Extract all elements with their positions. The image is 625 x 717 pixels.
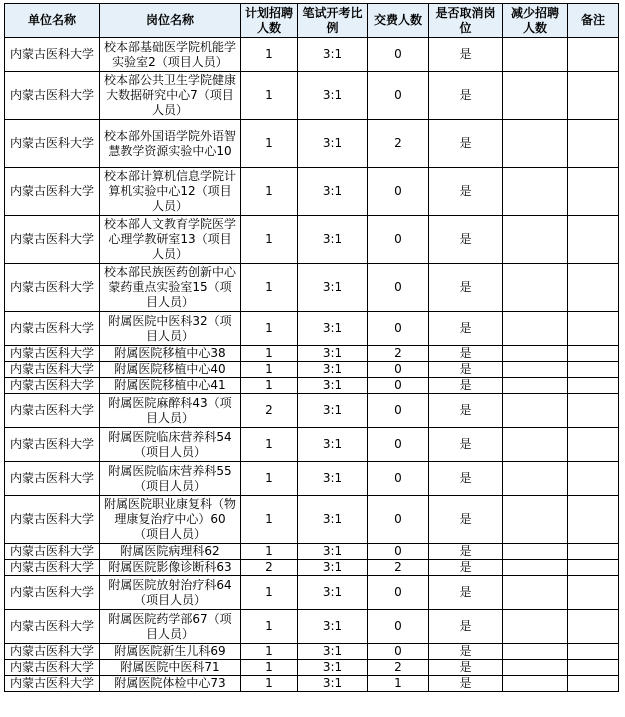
paid-count-cell: 2 bbox=[368, 660, 429, 676]
note-cell bbox=[568, 264, 619, 312]
reduce-count-cell bbox=[503, 394, 568, 428]
cancel-cell: 是 bbox=[429, 644, 503, 660]
plan-count-cell: 1 bbox=[241, 462, 298, 496]
reduce-count-cell bbox=[503, 38, 568, 72]
unit-cell: 内蒙古医科大学 bbox=[5, 312, 100, 346]
plan-count-cell: 1 bbox=[241, 346, 298, 362]
note-cell bbox=[568, 216, 619, 264]
ratio-cell: 3:1 bbox=[298, 120, 368, 168]
ratio-cell: 3:1 bbox=[298, 560, 368, 576]
cancel-cell: 是 bbox=[429, 216, 503, 264]
post-cell: 附属医院中医科71 bbox=[100, 660, 241, 676]
paid-count-cell: 0 bbox=[368, 264, 429, 312]
header-reduce: 减少招聘人数 bbox=[503, 4, 568, 38]
cancel-cell: 是 bbox=[429, 394, 503, 428]
post-cell: 校本部基础医学院机能学实验室2（项目人员） bbox=[100, 38, 241, 72]
paid-count-cell: 0 bbox=[368, 312, 429, 346]
post-cell: 校本部民族医药创新中心蒙药重点实验室15（项目人员） bbox=[100, 264, 241, 312]
note-cell bbox=[568, 378, 619, 394]
paid-count-cell: 2 bbox=[368, 346, 429, 362]
cancel-cell: 是 bbox=[429, 544, 503, 560]
table-row bbox=[5, 428, 619, 462]
post-cell: 附属医院移植中心38 bbox=[100, 346, 241, 362]
ratio-cell: 3:1 bbox=[298, 216, 368, 264]
paid-count-cell: 0 bbox=[368, 496, 429, 544]
unit-cell: 内蒙古医科大学 bbox=[5, 576, 100, 610]
plan-count-cell: 1 bbox=[241, 216, 298, 264]
post-cell: 校本部外国语学院外语智慧教学资源实验中心10 bbox=[100, 120, 241, 168]
header-cancel: 是否取消岗位 bbox=[429, 4, 503, 38]
note-cell bbox=[568, 660, 619, 676]
reduce-count-cell bbox=[503, 264, 568, 312]
reduce-count-cell bbox=[503, 168, 568, 216]
header-post: 岗位名称 bbox=[100, 4, 241, 38]
cancel-cell: 是 bbox=[429, 462, 503, 496]
unit-cell: 内蒙古医科大学 bbox=[5, 644, 100, 660]
plan-count-cell: 1 bbox=[241, 362, 298, 378]
plan-count-cell: 1 bbox=[241, 676, 298, 692]
cancel-cell: 是 bbox=[429, 38, 503, 72]
plan-count-cell: 1 bbox=[241, 428, 298, 462]
unit-cell: 内蒙古医科大学 bbox=[5, 72, 100, 120]
paid-count-cell: 0 bbox=[368, 610, 429, 644]
paid-count-cell: 0 bbox=[368, 544, 429, 560]
plan-count-cell: 1 bbox=[241, 660, 298, 676]
note-cell bbox=[568, 544, 619, 560]
ratio-cell: 3:1 bbox=[298, 462, 368, 496]
ratio-cell: 3:1 bbox=[298, 38, 368, 72]
ratio-cell: 3:1 bbox=[298, 264, 368, 312]
ratio-cell: 3:1 bbox=[298, 496, 368, 544]
reduce-count-cell bbox=[503, 560, 568, 576]
header-row bbox=[5, 4, 619, 38]
post-cell: 校本部计算机信息学院计算机实验中心12（项目人员） bbox=[100, 168, 241, 216]
note-cell bbox=[568, 394, 619, 428]
reduce-count-cell bbox=[503, 660, 568, 676]
cancel-cell: 是 bbox=[429, 496, 503, 544]
cancel-cell: 是 bbox=[429, 660, 503, 676]
ratio-cell: 3:1 bbox=[298, 428, 368, 462]
header-paid: 交费人数 bbox=[368, 4, 429, 38]
reduce-count-cell bbox=[503, 462, 568, 496]
unit-cell: 内蒙古医科大学 bbox=[5, 168, 100, 216]
paid-count-cell: 2 bbox=[368, 560, 429, 576]
reduce-count-cell bbox=[503, 576, 568, 610]
table-row bbox=[5, 168, 619, 216]
paid-count-cell: 2 bbox=[368, 120, 429, 168]
table-row bbox=[5, 394, 619, 428]
plan-count-cell: 1 bbox=[241, 496, 298, 544]
plan-count-cell: 1 bbox=[241, 168, 298, 216]
unit-cell: 内蒙古医科大学 bbox=[5, 610, 100, 644]
unit-cell: 内蒙古医科大学 bbox=[5, 660, 100, 676]
header-unit: 单位名称 bbox=[5, 4, 100, 38]
table-row bbox=[5, 676, 619, 692]
cancel-cell: 是 bbox=[429, 168, 503, 216]
ratio-cell: 3:1 bbox=[298, 610, 368, 644]
paid-count-cell: 0 bbox=[368, 168, 429, 216]
cancel-cell: 是 bbox=[429, 428, 503, 462]
post-cell: 附属医院移植中心41 bbox=[100, 378, 241, 394]
unit-cell: 内蒙古医科大学 bbox=[5, 120, 100, 168]
header-ratio: 笔试开考比例 bbox=[298, 4, 368, 38]
post-cell: 附属医院临床营养科55（项目人员） bbox=[100, 462, 241, 496]
ratio-cell: 3:1 bbox=[298, 576, 368, 610]
header-plan: 计划招聘人数 bbox=[241, 4, 298, 38]
ratio-cell: 3:1 bbox=[298, 362, 368, 378]
reduce-count-cell bbox=[503, 378, 568, 394]
reduce-count-cell bbox=[503, 362, 568, 378]
cancel-cell: 是 bbox=[429, 560, 503, 576]
reduce-count-cell bbox=[503, 72, 568, 120]
ratio-cell: 3:1 bbox=[298, 312, 368, 346]
table-row bbox=[5, 496, 619, 544]
post-cell: 附属医院麻醉科43（项目人员） bbox=[100, 394, 241, 428]
note-cell bbox=[568, 560, 619, 576]
table-row bbox=[5, 216, 619, 264]
reduce-count-cell bbox=[503, 676, 568, 692]
unit-cell: 内蒙古医科大学 bbox=[5, 428, 100, 462]
reduce-count-cell bbox=[503, 312, 568, 346]
paid-count-cell: 0 bbox=[368, 72, 429, 120]
paid-count-cell: 0 bbox=[368, 38, 429, 72]
cancel-cell: 是 bbox=[429, 72, 503, 120]
cancel-cell: 是 bbox=[429, 312, 503, 346]
note-cell bbox=[568, 168, 619, 216]
note-cell bbox=[568, 676, 619, 692]
post-cell: 校本部人文教育学院医学心理学教研室13（项目人员） bbox=[100, 216, 241, 264]
unit-cell: 内蒙古医科大学 bbox=[5, 216, 100, 264]
ratio-cell: 3:1 bbox=[298, 72, 368, 120]
unit-cell: 内蒙古医科大学 bbox=[5, 462, 100, 496]
ratio-cell: 3:1 bbox=[298, 394, 368, 428]
reduce-count-cell bbox=[503, 644, 568, 660]
reduce-count-cell bbox=[503, 120, 568, 168]
note-cell bbox=[568, 312, 619, 346]
table-row bbox=[5, 72, 619, 120]
cancel-cell: 是 bbox=[429, 378, 503, 394]
reduce-count-cell bbox=[503, 496, 568, 544]
table-row bbox=[5, 560, 619, 576]
plan-count-cell: 1 bbox=[241, 576, 298, 610]
table-row bbox=[5, 660, 619, 676]
ratio-cell: 3:1 bbox=[298, 346, 368, 362]
plan-count-cell: 1 bbox=[241, 610, 298, 644]
cancel-cell: 是 bbox=[429, 120, 503, 168]
unit-cell: 内蒙古医科大学 bbox=[5, 544, 100, 560]
post-cell: 附属医院临床营养科54（项目人员） bbox=[100, 428, 241, 462]
note-cell bbox=[568, 610, 619, 644]
ratio-cell: 3:1 bbox=[298, 660, 368, 676]
cancel-cell: 是 bbox=[429, 610, 503, 644]
paid-count-cell: 1 bbox=[368, 676, 429, 692]
note-cell bbox=[568, 38, 619, 72]
table-row bbox=[5, 120, 619, 168]
plan-count-cell: 1 bbox=[241, 312, 298, 346]
header-note: 备注 bbox=[568, 4, 619, 38]
table-row bbox=[5, 610, 619, 644]
plan-count-cell: 1 bbox=[241, 544, 298, 560]
paid-count-cell: 0 bbox=[368, 462, 429, 496]
paid-count-cell: 0 bbox=[368, 428, 429, 462]
reduce-count-cell bbox=[503, 346, 568, 362]
post-cancellation-table bbox=[4, 3, 619, 692]
cancel-cell: 是 bbox=[429, 576, 503, 610]
plan-count-cell: 1 bbox=[241, 120, 298, 168]
ratio-cell: 3:1 bbox=[298, 544, 368, 560]
table-row bbox=[5, 264, 619, 312]
post-cell: 附属医院移植中心40 bbox=[100, 362, 241, 378]
post-cell: 附属医院体检中心73 bbox=[100, 676, 241, 692]
table-row bbox=[5, 644, 619, 660]
post-cell: 附属医院中医科32（项目人员） bbox=[100, 312, 241, 346]
unit-cell: 内蒙古医科大学 bbox=[5, 560, 100, 576]
ratio-cell: 3:1 bbox=[298, 676, 368, 692]
table-row bbox=[5, 312, 619, 346]
note-cell bbox=[568, 428, 619, 462]
post-cell: 附属医院放射治疗科64（项目人员） bbox=[100, 576, 241, 610]
ratio-cell: 3:1 bbox=[298, 378, 368, 394]
plan-count-cell: 1 bbox=[241, 644, 298, 660]
note-cell bbox=[568, 346, 619, 362]
post-cell: 附属医院影像诊断科63 bbox=[100, 560, 241, 576]
note-cell bbox=[568, 644, 619, 660]
paid-count-cell: 0 bbox=[368, 216, 429, 264]
table-row bbox=[5, 462, 619, 496]
reduce-count-cell bbox=[503, 216, 568, 264]
post-cell: 校本部公共卫生学院健康大数据研究中心7（项目人员） bbox=[100, 72, 241, 120]
table-row bbox=[5, 544, 619, 560]
note-cell bbox=[568, 120, 619, 168]
unit-cell: 内蒙古医科大学 bbox=[5, 496, 100, 544]
cancel-cell: 是 bbox=[429, 362, 503, 378]
paid-count-cell: 0 bbox=[368, 394, 429, 428]
unit-cell: 内蒙古医科大学 bbox=[5, 676, 100, 692]
unit-cell: 内蒙古医科大学 bbox=[5, 378, 100, 394]
paid-count-cell: 0 bbox=[368, 378, 429, 394]
unit-cell: 内蒙古医科大学 bbox=[5, 346, 100, 362]
plan-count-cell: 1 bbox=[241, 264, 298, 312]
post-cell: 附属医院新生儿科69 bbox=[100, 644, 241, 660]
post-cell: 附属医院病理科62 bbox=[100, 544, 241, 560]
post-cell: 附属医院职业康复科（物理康复治疗中心）60（项目人员） bbox=[100, 496, 241, 544]
table-row bbox=[5, 38, 619, 72]
ratio-cell: 3:1 bbox=[298, 168, 368, 216]
cancel-cell: 是 bbox=[429, 346, 503, 362]
cancel-cell: 是 bbox=[429, 264, 503, 312]
paid-count-cell: 0 bbox=[368, 576, 429, 610]
unit-cell: 内蒙古医科大学 bbox=[5, 38, 100, 72]
post-cell: 附属医院药学部67（项目人员） bbox=[100, 610, 241, 644]
reduce-count-cell bbox=[503, 428, 568, 462]
table-row bbox=[5, 362, 619, 378]
note-cell bbox=[568, 362, 619, 378]
plan-count-cell: 2 bbox=[241, 560, 298, 576]
note-cell bbox=[568, 462, 619, 496]
table-row bbox=[5, 346, 619, 362]
plan-count-cell: 1 bbox=[241, 38, 298, 72]
plan-count-cell: 2 bbox=[241, 394, 298, 428]
note-cell bbox=[568, 576, 619, 610]
reduce-count-cell bbox=[503, 544, 568, 560]
unit-cell: 内蒙古医科大学 bbox=[5, 394, 100, 428]
plan-count-cell: 1 bbox=[241, 72, 298, 120]
note-cell bbox=[568, 496, 619, 544]
table-row bbox=[5, 576, 619, 610]
paid-count-cell: 0 bbox=[368, 644, 429, 660]
plan-count-cell: 1 bbox=[241, 378, 298, 394]
table-row bbox=[5, 378, 619, 394]
cancel-cell: 是 bbox=[429, 676, 503, 692]
unit-cell: 内蒙古医科大学 bbox=[5, 362, 100, 378]
note-cell bbox=[568, 72, 619, 120]
ratio-cell: 3:1 bbox=[298, 644, 368, 660]
unit-cell: 内蒙古医科大学 bbox=[5, 264, 100, 312]
reduce-count-cell bbox=[503, 610, 568, 644]
paid-count-cell: 0 bbox=[368, 362, 429, 378]
